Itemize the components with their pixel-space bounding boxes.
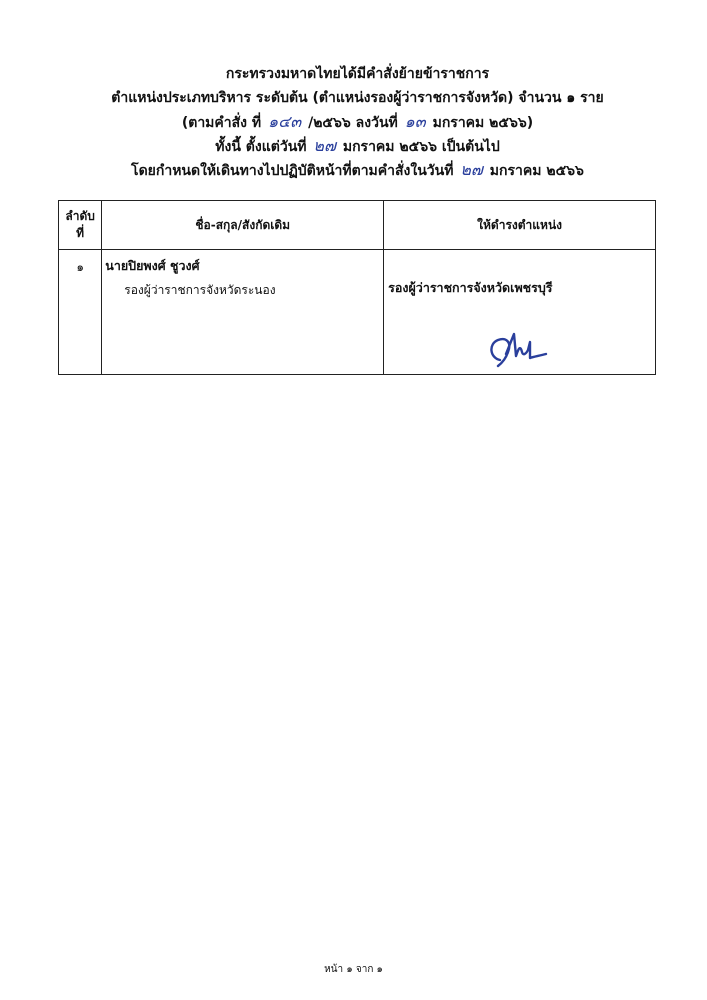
header-line-2: ตำแหน่งประเภทบริหาร ระดับต้น (ตำแหน่งรองผู้ว่าราชการจังหวัด) จำนวน ๑ ราย — [111, 90, 604, 106]
report-suffix: มกราคม ๒๕๖๖ — [489, 163, 584, 179]
order-ref-prefix: (ตามคำสั่ง ที่ — [181, 115, 262, 131]
header-number-line2: ที่ — [76, 226, 85, 240]
effective-day: ๒๗ — [313, 136, 336, 155]
old-position: รองผู้ว่าราชการจังหวัดระนอง — [124, 283, 276, 297]
new-position: รองผู้ว่าราชการจังหวัดเพชรบุรี — [384, 250, 656, 375]
order-ref-suffix: มกราคม ๒๕๖๖) — [432, 115, 534, 131]
transfer-table — [58, 200, 656, 375]
row-number: ๑ — [59, 250, 102, 375]
report-day: ๒๗ — [460, 160, 483, 179]
header-number-line1: ลำดับ — [65, 209, 95, 223]
table-row — [59, 250, 656, 375]
header-line-3 — [60, 110, 655, 134]
effective-suffix: มกราคม ๒๕๖๖ เป็นต้นไป — [342, 139, 500, 155]
row-name-cell — [102, 250, 384, 375]
order-number: ๑๔๓ — [268, 112, 302, 131]
signature-icon — [486, 330, 550, 370]
header-line-1: กระทรวงมหาดไทยได้มีคำสั่งย้ายข้าราชการ — [225, 66, 490, 82]
order-header — [60, 62, 655, 182]
report-prefix: โดยกำหนดให้เดินทางไปปฏิบัติหน้าที่ตามคำสั่งในวันที่ — [131, 163, 454, 179]
header-line-5 — [60, 158, 655, 182]
effective-prefix: ทั้งนี้ ตั้งแต่วันที่ — [215, 139, 307, 155]
order-ref-mid: /๒๕๖๖ ลงวันที่ — [308, 115, 398, 131]
page-number: หน้า ๑ จาก ๑ — [324, 964, 383, 975]
header-number — [59, 201, 102, 250]
header-position: ให้ดำรงตำแหน่ง — [384, 201, 656, 250]
table-header-row — [59, 201, 656, 250]
person-name: นายปิยพงศ์ ชูวงศ์ — [105, 258, 200, 273]
header-name: ชื่อ-สกุล/สังกัดเดิม — [102, 201, 384, 250]
order-day: ๑๓ — [404, 112, 426, 131]
header-line-4 — [60, 134, 655, 158]
